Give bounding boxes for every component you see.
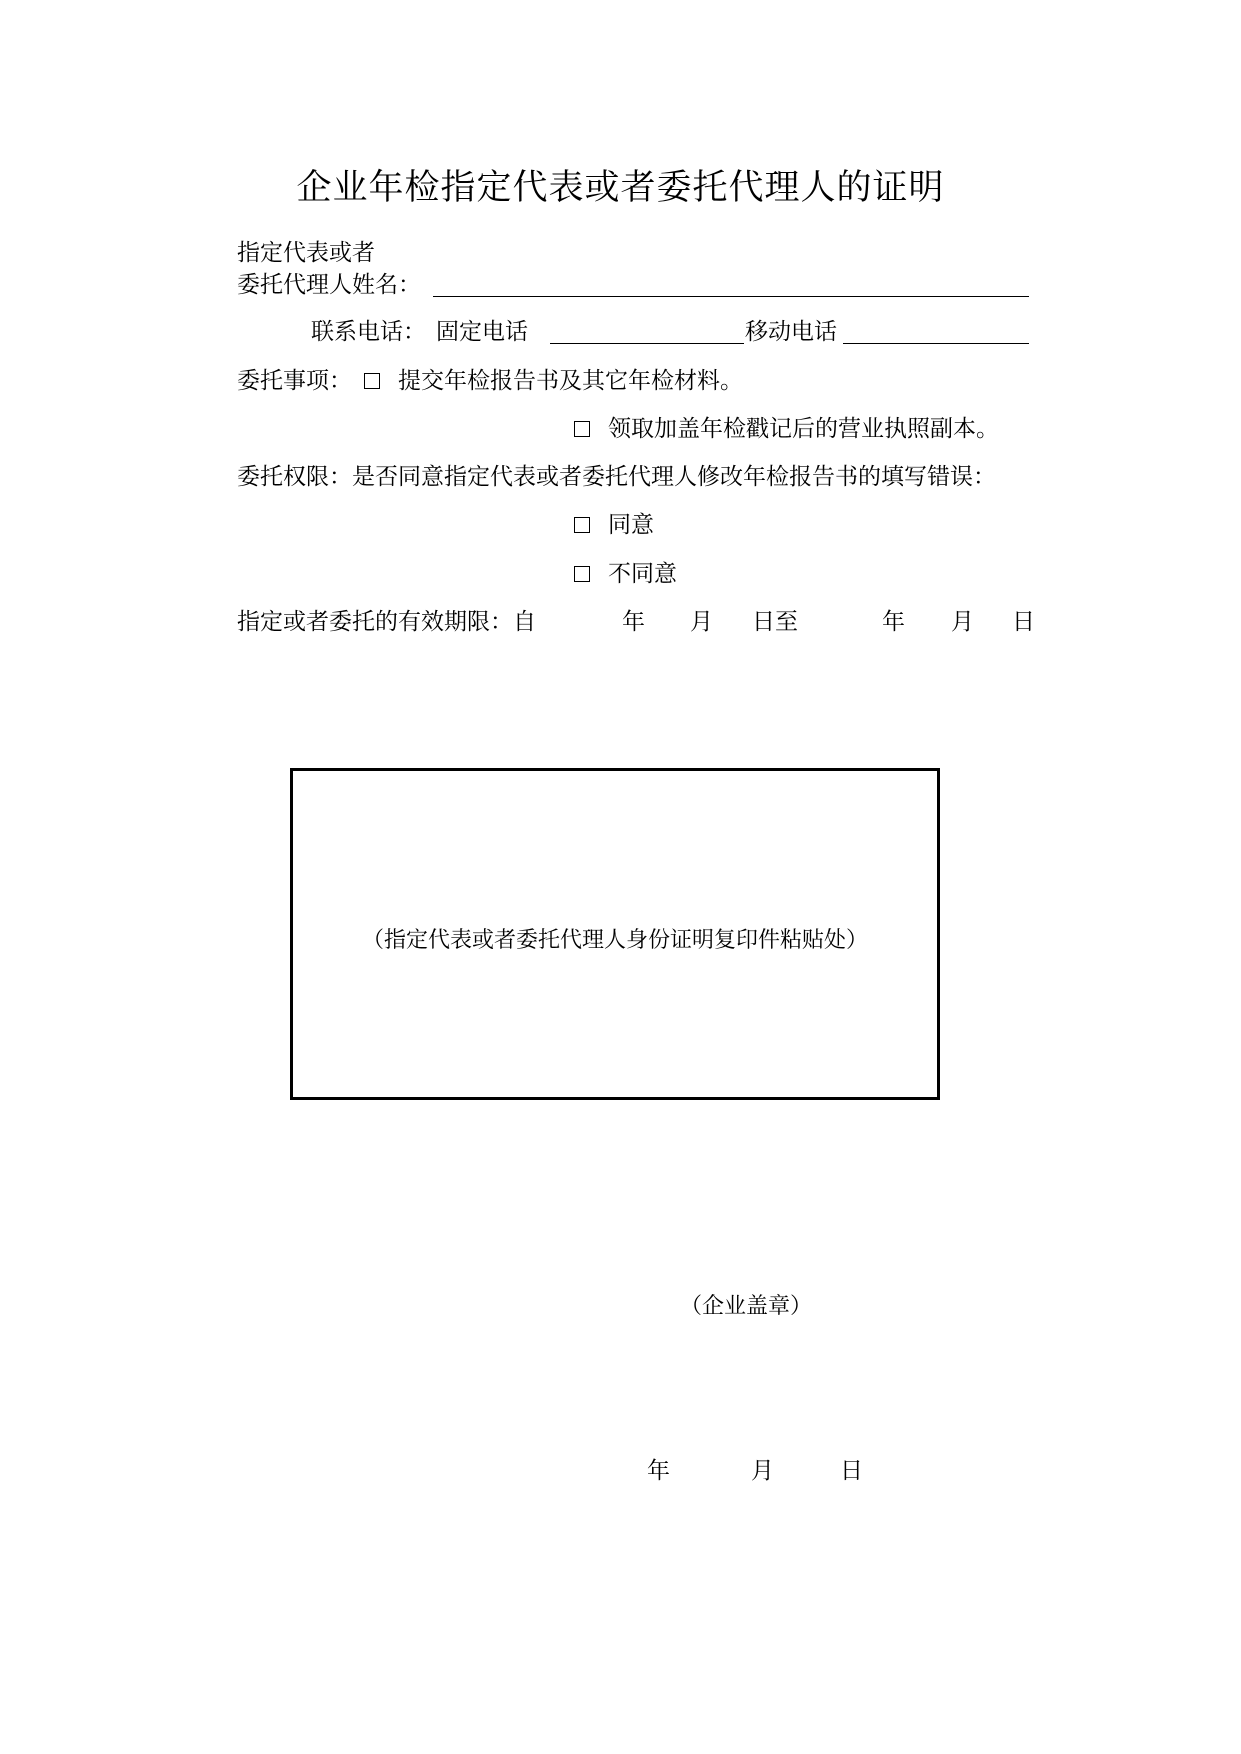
matter-1-label: 提交年检报告书及其它年检材料。 (398, 368, 743, 394)
date-day: 日 (840, 1458, 863, 1484)
validity-end-month: 月 (951, 609, 974, 635)
authority-label: 委托权限：是否同意指定代表或者委托代理人修改年检报告书的填写错误： (237, 464, 996, 490)
date-month: 月 (751, 1458, 774, 1484)
validity-end-year: 年 (882, 609, 905, 635)
matter-1-option[interactable] (364, 366, 743, 396)
checkbox-icon[interactable] (574, 517, 590, 533)
disagree-label: 不同意 (608, 561, 677, 587)
date-year: 年 (647, 1458, 670, 1484)
contact-label: 联系电话： (311, 319, 426, 345)
validity-start-year: 年 (622, 609, 645, 635)
checkbox-icon[interactable] (574, 566, 590, 582)
name-field[interactable] (433, 296, 1029, 297)
disagree-option[interactable] (574, 559, 677, 589)
mobile-phone-field[interactable] (843, 343, 1029, 344)
matter-2-label: 领取加盖年检戳记后的营业执照副本。 (608, 416, 999, 442)
name-label-line1: 指定代表或者 (237, 240, 375, 266)
mobile-phone-label: 移动电话 (745, 319, 837, 345)
fixed-phone-field[interactable] (550, 343, 744, 344)
checkbox-icon[interactable] (574, 421, 590, 437)
matters-label: 委托事项： (237, 368, 352, 394)
validity-start-month: 月 (690, 609, 713, 635)
id-copy-paste-box (290, 768, 940, 1100)
validity-end-day: 日 (1012, 609, 1035, 635)
checkbox-icon[interactable] (364, 373, 380, 389)
agree-option[interactable] (574, 510, 654, 540)
id-paste-label: （指定代表或者委托代理人身份证明复印件粘贴处） (361, 928, 868, 953)
matter-2-option[interactable] (574, 414, 999, 444)
agree-label: 同意 (608, 512, 654, 538)
fixed-phone-label: 固定电话 (436, 319, 528, 345)
validity-start-day: 日至 (752, 609, 798, 635)
document-title: 企业年检指定代表或者委托代理人的证明 (296, 168, 945, 208)
validity-label: 指定或者委托的有效期限：自 (237, 609, 536, 635)
name-label-line2: 委托代理人姓名： (237, 272, 421, 298)
seal-label: （企业盖章） (680, 1294, 813, 1319)
